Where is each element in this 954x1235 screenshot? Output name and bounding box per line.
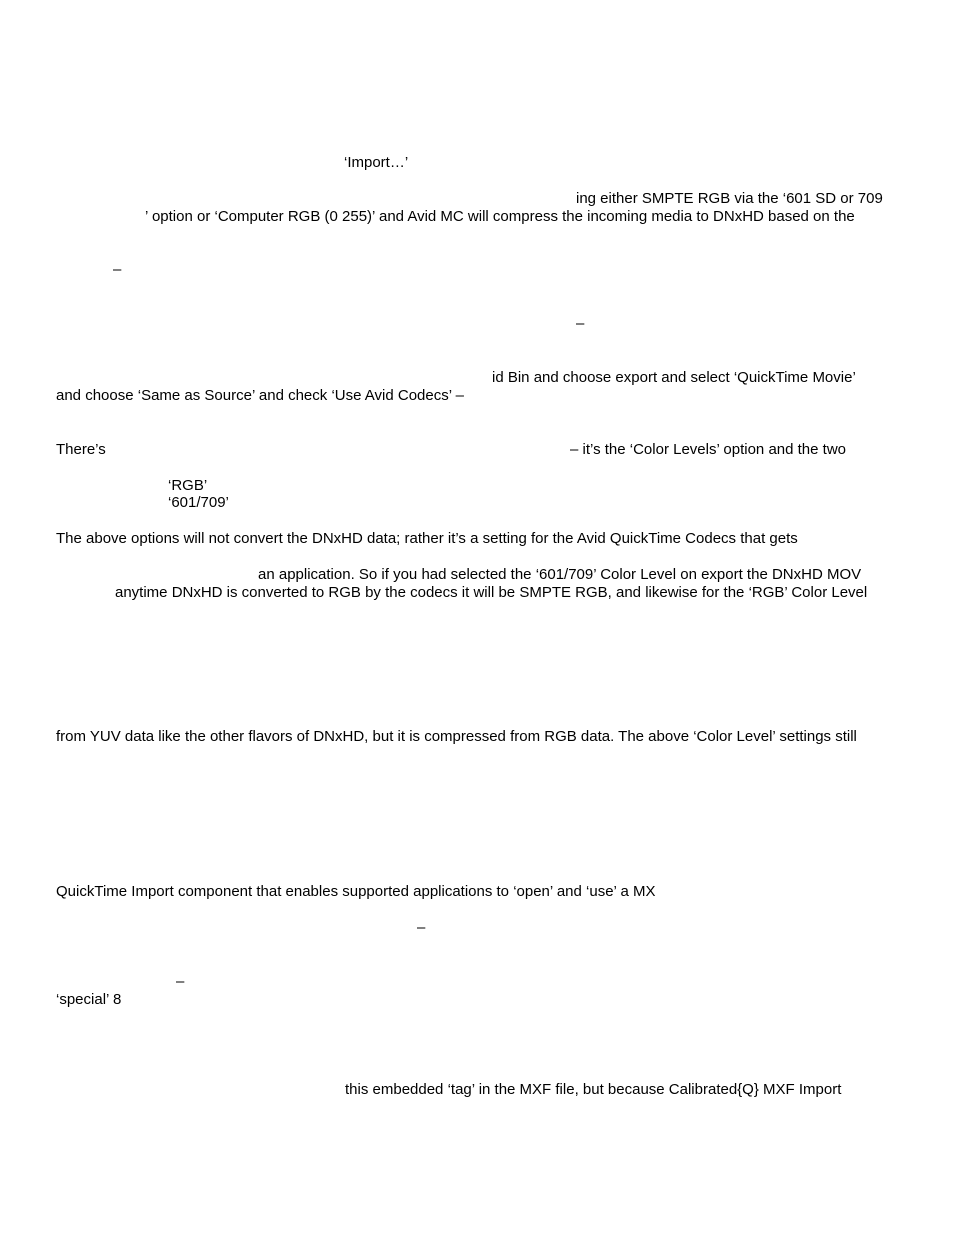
text-fragment: an application. So if you had selected the ‘601/709’ Color Level on export the DNxHD MOV bbox=[258, 566, 862, 583]
text-fragment: ing either SMPTE RGB via the ‘601 SD or 709 bbox=[576, 190, 883, 207]
text-fragment: – it’s the ‘Color Levels’ option and the two bbox=[570, 441, 846, 458]
text-fragment: – bbox=[176, 973, 185, 990]
text-fragment: There’s bbox=[56, 441, 106, 458]
text-fragment: – bbox=[576, 315, 585, 332]
text-fragment: ‘special’ 8 bbox=[56, 991, 122, 1008]
text-fragment: anytime DNxHD is converted to RGB by the codecs it will be SMPTE RGB, and likewise for the ‘RGB’ Color Level bbox=[115, 584, 868, 601]
text-fragment: ‘601/709’ bbox=[168, 494, 229, 511]
text-fragment: id Bin and choose export and select ‘QuickTime Movie’ bbox=[492, 369, 856, 386]
text-fragment: The above options will not convert the DNxHD data; rather it’s a setting for the Avid QuickTime Codecs that gets bbox=[56, 530, 798, 547]
text-fragment: this embedded ‘tag’ in the MXF file, but because Calibrated{Q} MXF Import bbox=[345, 1081, 842, 1098]
text-fragment: QuickTime Import component that enables supported applications to ‘open’ and ‘use’ a MX bbox=[56, 883, 656, 900]
text-fragment: ‘RGB’ bbox=[168, 477, 208, 494]
text-fragment: from YUV data like the other flavors of DNxHD, but it is compressed from RGB data. The above ‘Color Level’ settings still bbox=[56, 728, 857, 745]
text-fragment: – bbox=[113, 261, 122, 278]
text-fragment: and choose ‘Same as Source’ and check ‘Use Avid Codecs’ – bbox=[56, 387, 465, 404]
text-fragment: ‘Import…’ bbox=[344, 154, 409, 171]
text-fragment: – bbox=[417, 919, 426, 936]
text-fragment: ’ option or ‘Computer RGB (0 255)’ and Avid MC will compress the incoming media to DNxHD based on the bbox=[145, 208, 855, 225]
